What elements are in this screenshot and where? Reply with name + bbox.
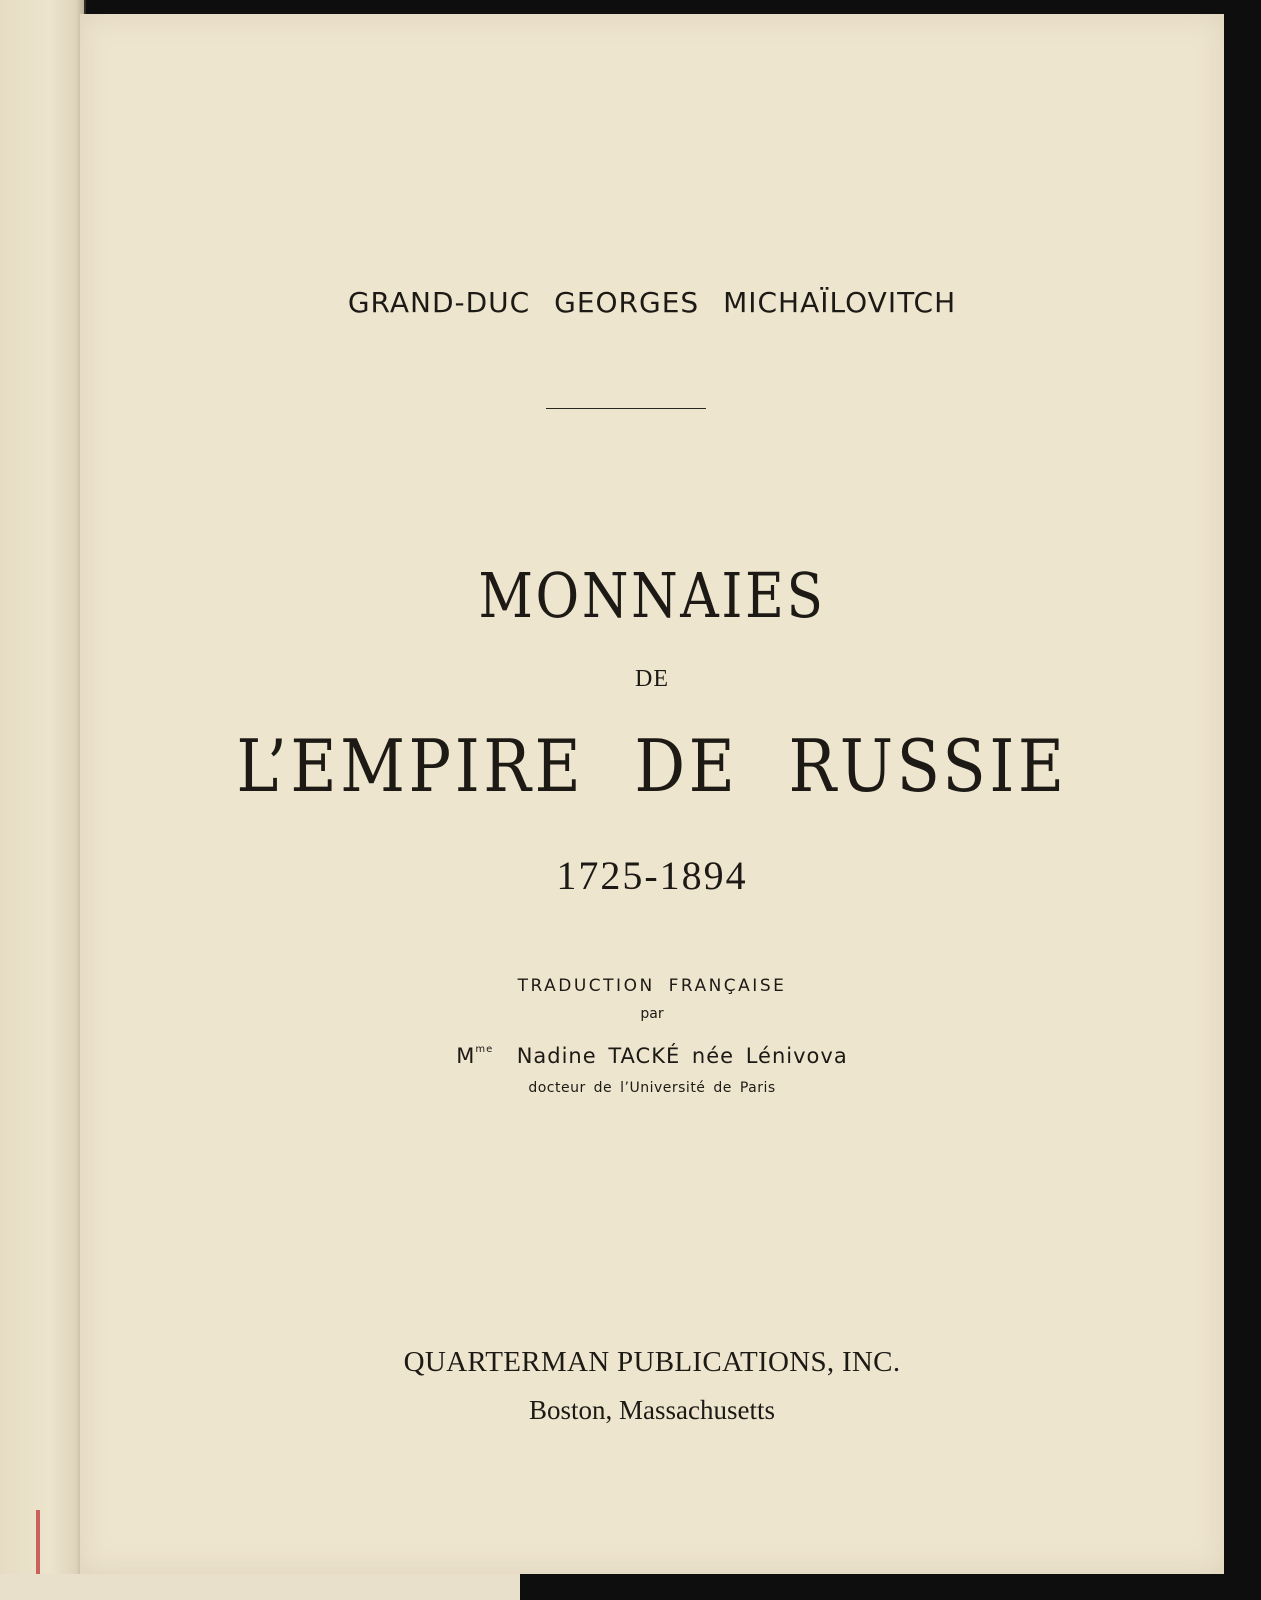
title-line-monnaies: MONNAIES (478, 559, 826, 632)
separator-rule (546, 408, 706, 409)
translator-line (80, 1044, 1224, 1068)
by-label: par (640, 1006, 664, 1022)
translator-name: Nadine TACKÉ née Lénivova (516, 1044, 848, 1068)
facing-page-edge (0, 0, 84, 1600)
publisher-location: Boston, Massachusetts (529, 1395, 775, 1425)
author-name: GRAND-DUC GEORGES MICHAÏLOVITCH (347, 286, 957, 319)
publisher-name: QUARTERMAN PUBLICATIONS, INC. (403, 1346, 901, 1378)
date-range: 1725-1894 (556, 853, 748, 898)
translation-label: TRADUCTION FRANÇAISE (517, 976, 787, 996)
underlying-leaf-edge (0, 1574, 520, 1600)
title-line-de: DE (635, 666, 669, 692)
translator-honorific: $M^{me}$ (456, 1044, 494, 1068)
title-page (80, 14, 1224, 1574)
translator-credential: docteur de l’Université de Paris (528, 1080, 776, 1096)
title-line-empire: L’EMPIRE DE RUSSIE (236, 724, 1068, 808)
